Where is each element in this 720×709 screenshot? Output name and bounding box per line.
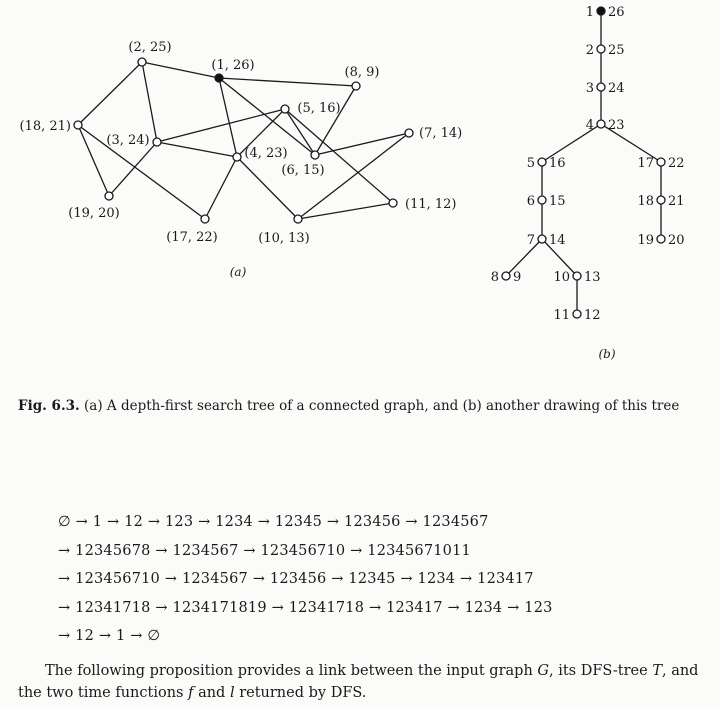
graph-edge <box>205 157 237 219</box>
graph-node-label: (19, 20) <box>68 206 120 221</box>
tree-node-label-left: 3 <box>585 81 594 96</box>
tree-node-label-right: 13 <box>584 270 601 285</box>
tree-node <box>597 83 605 91</box>
tree-node-label-left: 2 <box>585 43 594 58</box>
figure-caption <box>18 396 706 416</box>
tree-node-label-left: 7 <box>526 233 535 248</box>
tree-node-label-right: 25 <box>608 43 625 58</box>
graph-node <box>153 138 161 146</box>
tree-node-label-right: 14 <box>549 233 566 248</box>
graph-node-label: (4, 23) <box>244 146 288 161</box>
graph-a <box>20 40 463 279</box>
tree-node <box>573 272 581 280</box>
graph-a-caption: (a) <box>229 265 247 279</box>
graph-node-label: (6, 15) <box>281 163 325 178</box>
tree-node-label-right: 12 <box>584 308 601 323</box>
sequence-line: → 12 → 1 → ∅ <box>58 628 161 644</box>
graph-node-label: (2, 25) <box>128 40 172 55</box>
paragraph-math-t: T <box>652 663 662 679</box>
graph-node <box>74 121 82 129</box>
graph-node <box>233 153 241 161</box>
tree-node-label-right: 24 <box>608 81 625 96</box>
tree-node-label-right: 9 <box>513 270 522 285</box>
figure-caption-label: Fig. 6.3. <box>18 398 80 414</box>
paragraph-text: , and the two time functions <box>18 663 699 701</box>
graph-node-label: (8, 9) <box>344 65 380 80</box>
tree-node-label-left: 19 <box>637 233 654 248</box>
graph-edge <box>157 142 237 157</box>
graph-edge <box>219 78 356 86</box>
paragraph-math-f: f <box>188 685 194 701</box>
graph-edge <box>142 62 219 78</box>
tree-node <box>538 196 546 204</box>
tree-node-label-left: 18 <box>637 194 654 209</box>
tree-node-label-left: 1 <box>585 5 594 20</box>
graph-edge <box>142 62 157 142</box>
graph-edge <box>285 109 393 203</box>
tree-node-label-left: 11 <box>553 308 570 323</box>
tree-node-label-right: 15 <box>549 194 566 209</box>
graph-node <box>201 215 209 223</box>
tree-node <box>657 196 665 204</box>
tree-node <box>657 158 665 166</box>
graph-node <box>311 151 319 159</box>
graph-node <box>389 199 397 207</box>
graph-edge <box>78 125 109 196</box>
tree-node-label-right: 16 <box>549 156 566 171</box>
tree-node-label-right: 20 <box>668 233 685 248</box>
graph-node <box>405 129 413 137</box>
tree-node <box>573 310 581 318</box>
sequence-line: ∅ → 1 → 12 → 123 → 1234 → 12345 → 123456 → 1234567 <box>58 514 489 530</box>
paragraph-math-g: G <box>537 663 549 679</box>
tree-node <box>597 45 605 53</box>
tree-node-label-left: 4 <box>585 118 594 133</box>
tree-node-label-right: 26 <box>608 5 625 20</box>
tree-node-label-left: 10 <box>553 270 570 285</box>
graph-node <box>105 192 113 200</box>
tree-b <box>491 5 685 361</box>
tree-node-label-left: 17 <box>637 156 654 171</box>
graph-node-label: (3, 24) <box>106 133 150 148</box>
sequence-line: → 123456710 → 1234567 → 123456 → 12345 → 1234 → 123417 <box>58 571 534 587</box>
tree-node-label-right: 23 <box>608 118 625 133</box>
graph-edge <box>78 62 142 125</box>
graph-node <box>281 105 289 113</box>
graph-node-label: (10, 13) <box>258 231 310 246</box>
tree-b-caption: (b) <box>598 347 616 361</box>
graph-edge <box>298 203 393 219</box>
paragraph-text: The following proposition provides a link between the input graph <box>45 663 538 679</box>
graph-node-label: (18, 21) <box>19 119 71 134</box>
tree-node <box>657 235 665 243</box>
tree-node-label-right: 21 <box>668 194 685 209</box>
graph-edge <box>109 142 157 196</box>
tree-node-label-left: 5 <box>526 156 535 171</box>
tree-node-label-left: 6 <box>526 194 535 209</box>
graph-node <box>352 82 360 90</box>
graph-node <box>294 215 302 223</box>
paragraph-text: , its DFS-tree <box>549 663 653 679</box>
sequence-line: → 12341718 → 1234171819 → 12341718 → 123417 → 1234 → 123 <box>58 599 553 616</box>
paragraph-text: and <box>193 685 230 701</box>
tree-node-label-left: 8 <box>490 270 499 285</box>
tree-edge <box>506 239 542 276</box>
graph-node-label: (11, 12) <box>405 197 457 212</box>
tree-node <box>597 120 605 128</box>
tree-node <box>538 158 546 166</box>
paragraph-math-l: l <box>229 685 235 701</box>
tree-node <box>538 235 546 243</box>
tree-node <box>502 272 510 280</box>
graph-node-label: (5, 16) <box>297 101 341 116</box>
body-paragraph <box>18 660 708 704</box>
tree-node-label-right: 22 <box>668 156 685 171</box>
graph-edge <box>157 109 285 142</box>
graph-edge <box>315 86 356 155</box>
graph-node-label: (1, 26) <box>211 58 255 73</box>
dfs-stack-sequence <box>58 508 708 651</box>
graph-node-label: (7, 14) <box>419 126 463 141</box>
sequence-line: → 12345678 → 1234567 → 123456710 → 12345671011 <box>58 542 471 559</box>
graph-node-label: (17, 22) <box>166 230 218 245</box>
graph-node <box>138 58 146 66</box>
figure-caption-text: (a) A depth-first search tree of a connected graph, and (b) another drawing of this tree <box>79 398 680 414</box>
paragraph-text: returned by DFS. <box>234 685 367 701</box>
tree-node <box>597 7 605 15</box>
graph-node <box>215 74 223 82</box>
